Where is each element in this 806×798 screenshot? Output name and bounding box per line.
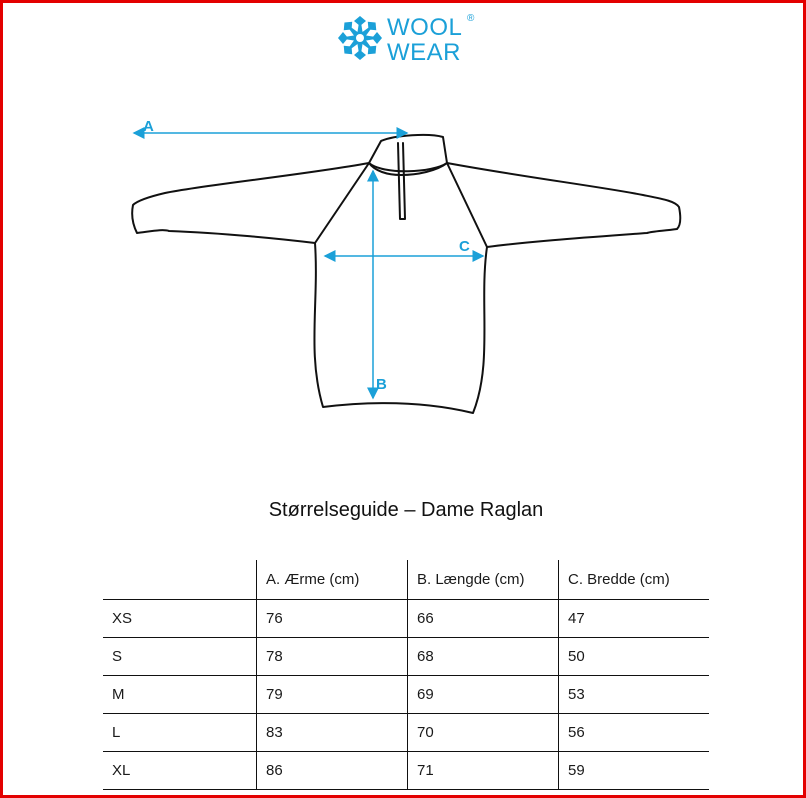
table-cell: M [103, 676, 257, 714]
table-cell: 59 [559, 752, 710, 790]
table-cell: 70 [408, 714, 559, 752]
header-cell: A. Ærme (cm) [257, 560, 408, 600]
table-cell: 76 [257, 600, 408, 638]
table-cell: 47 [559, 600, 710, 638]
table-cell: 53 [559, 676, 710, 714]
size-table [103, 560, 709, 790]
table-cell: 83 [257, 714, 408, 752]
label-c: C [459, 238, 470, 255]
brand-line-2: WEAR [387, 39, 461, 66]
table-cell: L [103, 714, 257, 752]
table-cell: 78 [257, 638, 408, 676]
header-cell: B. Længde (cm) [408, 560, 559, 600]
table-row [103, 638, 709, 676]
table-cell: 56 [559, 714, 710, 752]
table-cell: 68 [408, 638, 559, 676]
table-cell: 71 [408, 752, 559, 790]
header-cell [103, 560, 257, 600]
table-row [103, 752, 709, 790]
brand-line-1: WOOL [387, 14, 463, 41]
table-cell: 69 [408, 676, 559, 714]
table-header-row [103, 560, 709, 600]
table-cell: S [103, 638, 257, 676]
table-cell: 86 [257, 752, 408, 790]
registered-mark: ® [467, 13, 475, 24]
table-cell: 50 [559, 638, 710, 676]
table-cell: XS [103, 600, 257, 638]
page-title: Størrelseguide – Dame Raglan [268, 499, 544, 521]
table-row [103, 676, 709, 714]
sweater-outline [132, 135, 680, 413]
table-cell: XL [103, 752, 257, 790]
table-cell: 66 [408, 600, 559, 638]
sweater-diagram [3, 3, 806, 483]
label-b: B [376, 376, 387, 393]
label-a: A [143, 118, 154, 135]
arrow-a [134, 118, 407, 135]
arrow-b [373, 171, 387, 398]
header-cell: C. Bredde (cm) [559, 560, 710, 600]
table-row [103, 714, 709, 752]
table-cell: 79 [257, 676, 408, 714]
arrow-c [325, 238, 483, 256]
table-row [103, 600, 709, 638]
